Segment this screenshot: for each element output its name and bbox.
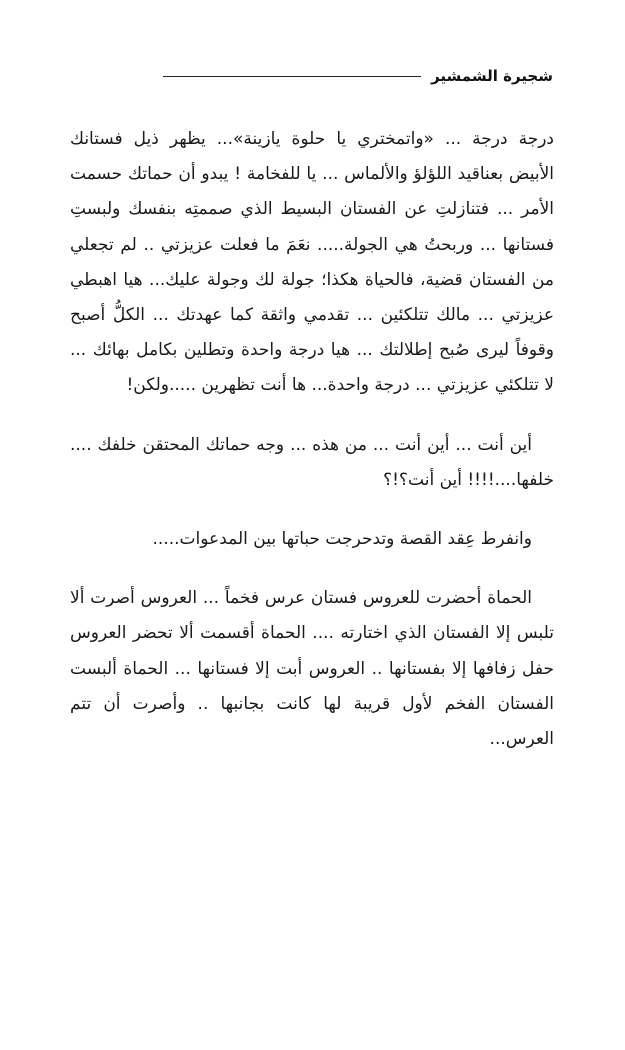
header-rule [163,76,421,77]
book-title: شجيرة الشمشير [431,67,553,85]
story-text [70,122,554,757]
paragraph-4: الحماة أحضرت للعروس فستان عرس فخماً ... العروس أصرت ألا تلبس إلا الفستان الذي اختارته .... الحماة أقسمت ألا تحضر العروس حفل زفافها إلا بفستانها .. العروس أبت إلا فستانها ... الحماة ألبست الفستان الفخم لأول قريبة لها كانت بجانبها .. وأصرت أن تتم العرس... [70,588,554,750]
paragraph-1: درجة درجة ... «واتمختري يا حلوة يازينة»... يظهر ذيل فستانك الأبيض بعناقيد اللؤلؤ والألماس ... يا للفخامة ! يبدو أن حماتك حسمت الأمر ... فتنازلتِ عن الفستان البسيط الذي صممتِه بنفسك ولبستِ فستانها ... وربحتُ هي الجولة..... نعَمَ ما فعلت عزيزتي .. لم تجعلي من الفستان قضية، فالحياة هكذا؛ جولة لك وجولة عليك... هيا اهبطي عزيزتي ... مالك تتلكئين ... تقدمي واثقة كما عهدتك ... الكلُّ أصبح وقوفاً ليرى صُبح إطلالتك ... هيا درجة واحدة وتطلين بكامل بهائك ... لا تتلكئي عزيزتي ... درجة واحدة... ها أنت تظهرين .....ولكن! [70,129,554,396]
running-header [153,62,553,90]
paragraph-3: وانفرط عِقد القصة وتدحرجت حباتها بين المدعوات..... [152,529,532,550]
paragraph-2: أين أنت ... أين أنت ... من هذه ... وجه حماتك المحتقن خلفك .... خلفها....!!!! أين أنت؟!؟ [70,434,554,490]
